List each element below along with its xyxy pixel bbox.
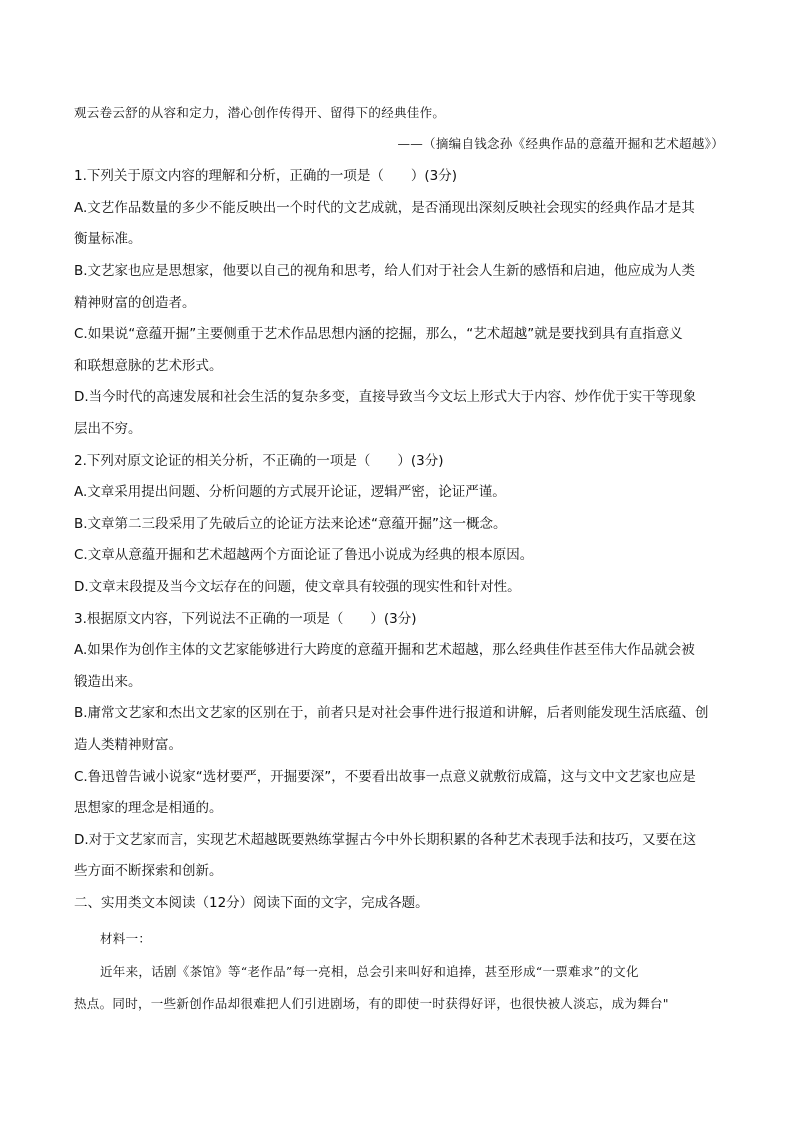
question-1-option-d-line1: D.当今时代的高速发展和社会生活的复杂多变，直接导致当今文坛上形式大于内容、炒作优于实干等现象 [74,389,697,405]
question-3-option-d-line2: 些方面不断探索和创新。 [74,863,223,879]
question-1-option-c-line2: 和联想意脉的艺术形式。 [74,358,223,374]
question-1-option-d-line2: 层出不穷。 [74,421,142,437]
question-3-option-b-line1: B.庸常文艺家和杰出文艺家的区别在于，前者只是对社会事件进行报道和讲解，后者则能发现生活底蕴、创 [74,705,709,721]
passage-source: ——（摘编自钱念孙《经典作品的意蕴开掘和艺术超越》） [397,136,724,151]
material-1-paragraph-line1: 近年来，话剧《茶馆》等“老作品”每一亮相，总会引来叫好和追捧，甚至形成“一票难求”的文化 [100,964,639,979]
question-2-option-a: A.文章采用提出问题、分析问题的方式展开论证，逻辑严密，论证严谨。 [74,484,506,500]
question-2-option-d: D.文章末段提及当今文坛存在的问题，使文章具有较强的现实性和针对性。 [74,579,521,595]
question-1-option-a-line1: A.文艺作品数量的多少不能反映出一个时代的文艺成就，是否涌现出深刻反映社会现实的经典作品才是其 [74,200,695,216]
question-3-option-d-line1: D.对于文艺家而言，实现艺术超越既要熟练掌握古今中外长期积累的各种艺术表现手法和技巧，又要在这 [74,832,697,848]
passage-tail-line: 观云卷云舒的从容和定力，潜心创作传得开、留得下的经典佳作。 [74,105,446,120]
question-2-stem: 2.下列对原文论证的相关分析，不正确的一项是（ ）(3分) [74,453,444,469]
question-1-option-b-line2: 精神财富的创造者。 [74,295,196,311]
question-1-option-a-line2: 衡量标准。 [74,231,142,247]
question-3-stem: 3.根据原文内容，下列说法不正确的一项是（ ）(3分) [74,611,417,627]
question-3-option-c-line2: 思想家的理念是相通的。 [74,800,223,816]
question-2-option-c: C.文章从意蕴开掘和艺术超越两个方面论证了鲁迅小说成为经典的根本原因。 [74,547,534,563]
material-1-paragraph-line2: 热点。同时，一些新创作品却很难把人们引进剧场，有的即使一时获得好评，也很快被人淡忘，成为舞台" [74,996,669,1011]
question-1-option-b-line1: B.文艺家也应是思想家，他要以自己的视角和思考，给人们对于社会人生新的感悟和启迪，他应成为人类 [74,263,696,279]
material-1-label: 材料一： [100,931,152,946]
section-2-title: 二、实用类文本阅读（12分）阅读下面的文字，完成各题。 [74,895,429,911]
question-3-option-a-line1: A.如果作为创作主体的文艺家能够进行大跨度的意蕴开掘和艺术超越，那么经典佳作甚至伟大作品就会被 [74,642,695,658]
question-2-option-b: B.文章第二三段采用了先破后立的论证方法来论述“意蕴开掘”这一概念。 [74,516,507,532]
question-3-option-b-line2: 造人类精神财富。 [74,737,182,753]
question-1-stem: 1.下列关于原文内容的理解和分析，正确的一项是（ ）(3分) [74,168,458,184]
question-1-option-c-line1: C.如果说“意蕴开掘”主要侧重于艺术作品思想内涵的挖掘，那么，“艺术超越”就是要找到具有直指意义 [74,326,683,342]
question-3-option-c-line1: C.鲁迅曾告诫小说家“选材要严，开掘要深”，不要看出故事一点意义就敷衍成篇，这与文中文艺家也应是 [74,769,696,785]
question-3-option-a-line2: 锻造出来。 [74,674,142,690]
